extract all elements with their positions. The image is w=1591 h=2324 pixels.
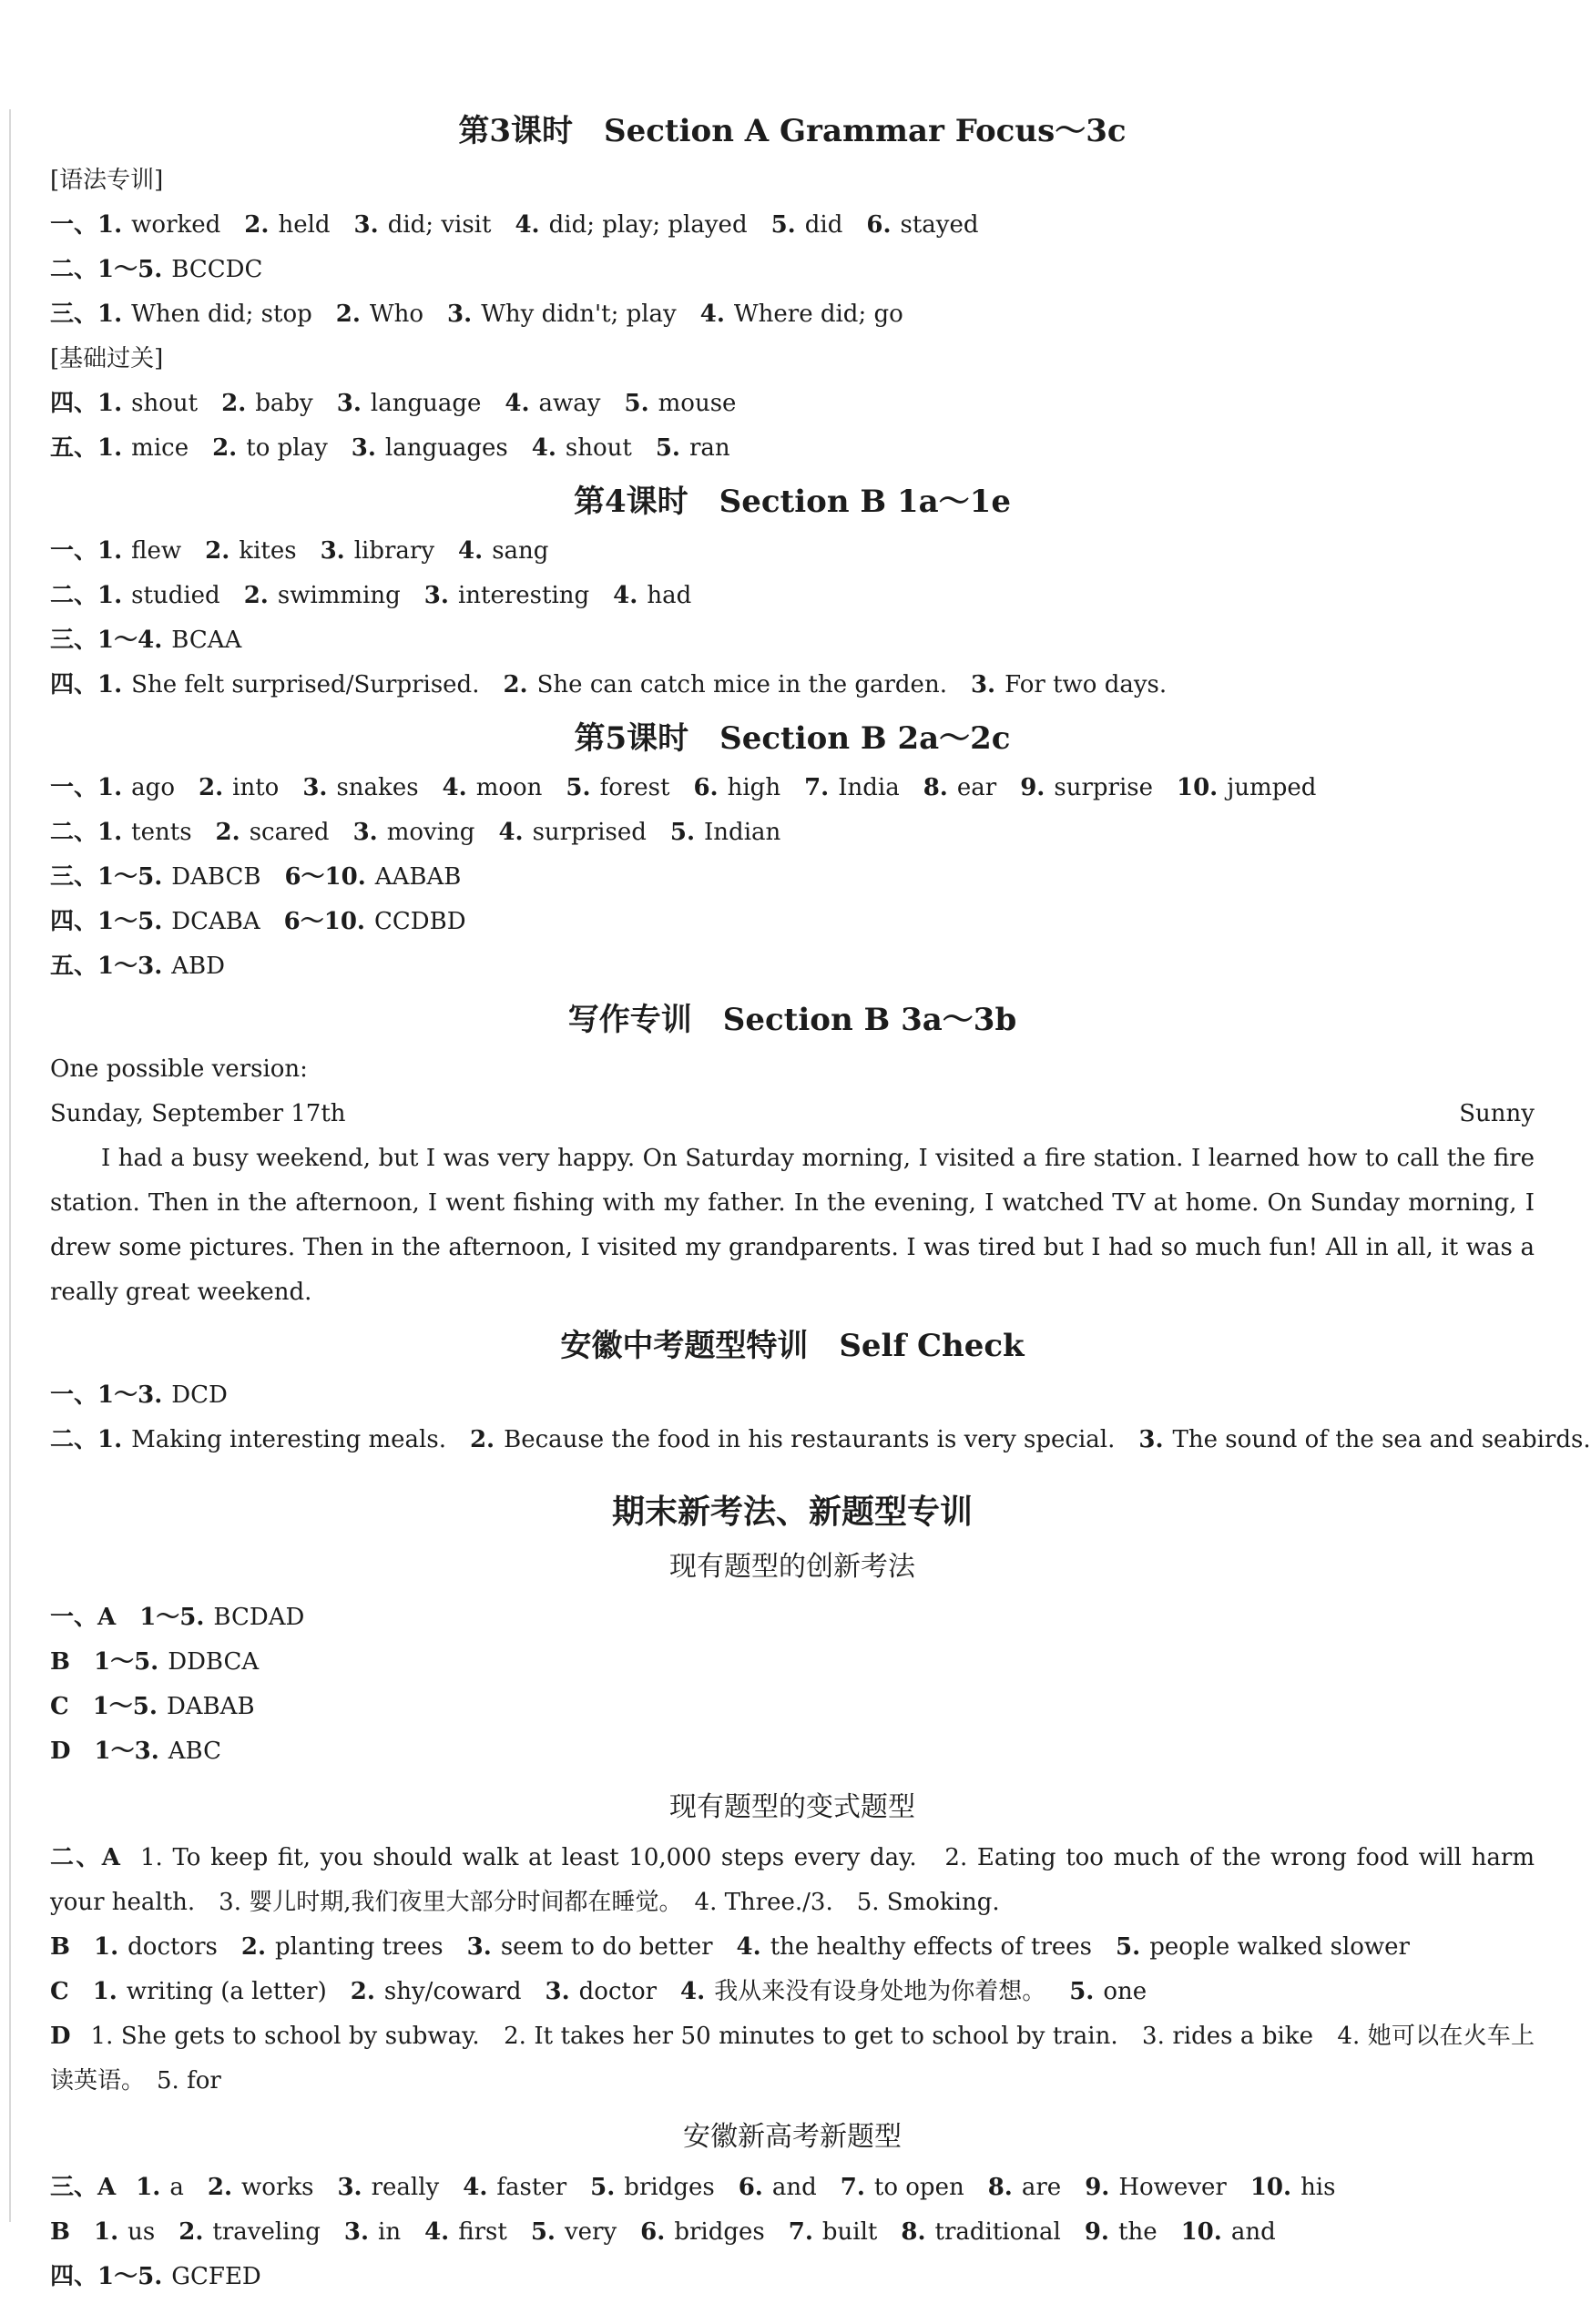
answer-text: faster [496,2174,567,2201]
lesson3-exercise-4 [50,382,1535,426]
answer-text: traveling [212,2218,321,2246]
final-exercise-3b [50,2210,1535,2255]
label: 一、 [50,537,98,565]
answer-number: 3. [352,819,378,846]
answer: AABAB [374,863,462,891]
answer-text: jumped [1227,774,1317,801]
answer-number: 2. [205,537,230,565]
label: C [50,1693,69,1720]
lesson3-title: 第3课时 Section A Grammar Focus～3c [458,113,1127,149]
answer-number: 4. [515,211,540,239]
answer-text: mice [131,434,189,462]
answer: BCAA [171,627,242,654]
answer-number: 2. [178,2218,204,2246]
answer: DCD [171,1381,228,1409]
answer-number: 1. [97,301,123,328]
lesson5-exercise-1 [50,766,1535,810]
lesson3-exercise-3 [50,292,1535,337]
answer-number: 6. [640,2218,666,2246]
answer-text: did; visit [387,211,492,239]
answer-text: forest [599,774,670,801]
label: 一、 [50,211,98,239]
answer-text: When did; stop [131,301,312,328]
answer-text: held [278,211,331,239]
answer-text: Because the food in his restaurants is very special. [504,1426,1116,1453]
answer-text: studied [131,582,220,609]
answer-number: 2. [335,301,361,328]
answer-text: a [169,2174,184,2201]
answer-text: seem to do better [500,1933,713,1961]
answer-number: 9. [1020,774,1045,801]
answer-text: doctors [127,1933,218,1961]
answer-text: did [804,211,843,239]
answer-text: worked [131,211,221,239]
range: 1～5. [92,1693,158,1720]
answer-text: into [232,774,280,801]
lesson3-exercise-2 [50,248,1535,292]
answer-text: scared [249,819,330,846]
answer-text: sang [492,537,549,565]
answer-text: mouse [658,390,737,417]
answer-text: built [821,2218,878,2246]
answer-number: 3. [447,301,473,328]
lesson5-exercise-5 [50,944,1535,989]
answer-number: 5. [1069,1978,1095,2005]
range: 1～5. [97,256,163,283]
answer-number: 3. [343,2218,370,2246]
answer: DDBCA [168,1648,260,1676]
answer-number: 1. [97,774,123,801]
answer-number: 10. [1180,2218,1222,2246]
range: 1～4. [97,627,163,654]
answer-number: 7. [788,2218,813,2246]
answer-number: 2. [503,671,528,698]
writing-title: 写作专训 Section B 3a～3b [567,1002,1017,1038]
final-subtitle-1: 现有题型的创新考法 [669,1551,915,1583]
selfcheck-exercise-1 [50,1373,1535,1418]
answer-number: 1. [97,211,123,239]
label: 三、 [50,627,98,654]
answer-number: 4. [463,2174,488,2201]
answer-text: ran [689,434,730,462]
answer-number: 1. [93,1933,119,1961]
range: 6～10. [284,863,366,891]
final-exercise-4 [50,2255,1535,2299]
answer-text: his [1300,2174,1336,2201]
answer-text: had [647,582,692,609]
answer-text: snakes [336,774,419,801]
answer-text: and [771,2174,817,2201]
answer-number: 5. [1116,1933,1141,1961]
answer-text: surprise [1054,774,1153,801]
answer-number: 4. [498,819,524,846]
lesson4-exercise-4 [50,663,1535,708]
answer-number: 3. [353,211,379,239]
selfcheck-title: 安徽中考题型特训 Self Check [560,1328,1025,1364]
answer-text: language [370,390,482,417]
label: C [50,1978,69,2005]
answer-text: bridges [624,2174,715,2201]
answer-text: ago [131,774,175,801]
answer-number: 5. [770,211,796,239]
answer: DABCB [171,863,261,891]
lesson3-exercise-1 [50,203,1535,248]
label: 五、 [50,953,98,980]
lesson5-title: 第5课时 Section B 2a～2c [574,720,1011,757]
label: 二、 [50,819,98,846]
answer-text: to open [873,2174,964,2201]
answer-text: us [127,2218,156,2246]
answer-number: 1. [97,1426,123,1453]
answer-number: 10. [1249,2174,1292,2201]
answer-number: 2. [198,774,224,801]
answer-number: 2. [212,434,238,462]
final-title: 期末新考法、新题型专训 [611,1493,973,1531]
answer-text: one [1103,1978,1147,2005]
answer-text: really [371,2174,440,2201]
answer-text: The sound of the sea and seabirds. [1172,1426,1591,1453]
answer: ABD [171,953,225,980]
answer-text: stayed [900,211,979,239]
answer-number: 6. [738,2174,763,2201]
lesson4-exercise-3 [50,618,1535,663]
answer-number: 5. [655,434,680,462]
final-exercise-2a [50,1836,1535,1925]
answer-number: 4. [736,1933,761,1961]
answer-number: 3. [337,2174,362,2201]
final-exercise-2c [50,1970,1535,2014]
answer-number: 1. [97,390,123,417]
answer-text: and [1230,2218,1276,2246]
answer-number: 4. [699,301,725,328]
answer-text: flew [131,537,182,565]
answer-text: the healthy effects of trees [770,1933,1093,1961]
answers: 1. She gets to school by subway. 2. It takes her 50 minutes to get to school by train. 3. rides a bike 4. 她可以在火车上读英语。 5. for [50,2023,1535,2095]
answer-text: She can catch mice in the garden. [536,671,947,698]
answer: DCABA [171,908,260,935]
range: 1～5. [97,863,163,891]
answer-number: 5. [624,390,649,417]
lesson5-exercise-3 [50,855,1535,900]
range: 1～3. [97,1381,163,1409]
answer: CCDBD [373,908,466,935]
final-exercise-3a [50,2166,1535,2210]
answer-text: the [1118,2218,1158,2246]
answer-number: 7. [840,2174,865,2201]
answer-text: very [564,2218,617,2246]
answer-text: are [1021,2174,1062,2201]
answer-text: baby [255,390,313,417]
answer-text: works [241,2174,314,2201]
label: 三、 [50,301,98,328]
answer-number: 3. [1138,1426,1164,1453]
answer-number: 3. [336,390,362,417]
label: B [50,1648,70,1676]
answer-text: bridges [674,2218,765,2246]
answer-text: planting trees [275,1933,444,1961]
answer-text: tents [131,819,192,846]
label: 五、 [50,434,98,462]
label: 二、 [50,256,98,283]
answer-number: 2. [243,582,269,609]
final-row-a [50,1595,1535,1640]
answer-text: Where did; go [733,301,903,328]
answer-number: 1. [97,434,123,462]
answer-text: surprised [532,819,647,846]
answer-text: moving [386,819,475,846]
answer-number: 3. [466,1933,492,1961]
label: B [50,2218,70,2246]
writing-weather: Sunny [1459,1100,1535,1127]
answer-text: shy/coward [383,1978,522,2005]
answer-number: 1. [97,819,123,846]
answer-text: Indian [704,819,781,846]
answer: DABAB [166,1693,255,1720]
answer-text: first [458,2218,507,2246]
basic-tag: [基础过关] [50,345,164,372]
answer-text: languages [384,434,508,462]
answer-number: 5. [669,819,696,846]
final-row-c [50,1685,1535,1729]
answer-text: doctor [578,1978,658,2005]
answer-number: 4. [424,2218,450,2246]
answers: 1. To keep fit, you should walk at least 10,000 steps every day. 2. Eating too much of the wrong food will harm your health. 3. 婴儿时期,我们夜里大部分时间都在睡觉。 4. Three./3. 5. Smoking. [50,1844,1535,1916]
answer-number: 1. [97,671,123,698]
answer-text: Why didn't; play [481,301,677,328]
answer-text: She felt surprised/Surprised. [131,671,480,698]
writing-date-row [50,1092,1535,1137]
answer-number: 2. [215,819,240,846]
answer-text: in [378,2218,402,2246]
answer-number: 3. [302,774,328,801]
answer-text: interesting [457,582,590,609]
answer-number: 3. [423,582,449,609]
answer-number: 7. [804,774,830,801]
range: 1～5. [139,1604,205,1631]
answer-text: Who [369,301,424,328]
answer-text: to play [246,434,328,462]
answer-number: 4. [458,537,484,565]
answer-text: moon [475,774,543,801]
answer-number: 1. [92,1978,117,2005]
lesson5-exercise-4 [50,900,1535,944]
answer-number: 5. [590,2174,616,2201]
answer-number: 1. [93,2218,119,2246]
range: 1～5. [93,1648,159,1676]
range: 1～3. [94,1738,159,1765]
answer: GCFED [171,2263,261,2290]
answer-number: 1. [136,2174,161,2201]
answer-text: kites [239,537,297,565]
answer-text: swimming [277,582,401,609]
label: 四、 [50,2263,98,2290]
answer-text: library [353,537,435,565]
label: 一、A [50,1604,117,1631]
answer-text: For two days. [1005,671,1168,698]
writing-body: I had a busy weekend, but I was very happy. On Saturday morning, I visited a fire station. I learned how to call the fire station. Then in the afternoon, I went fishing with my father. In the evening, I watched TV at home. On Sunday morning, I drew some pictures. Then in the afternoon, I visited my grandparents. I was tired but I had so much fun! All in all, it was a really great weekend. [50,1145,1535,1306]
answer-number: 4. [680,1978,706,2005]
answer-number: 5. [566,774,591,801]
answer-number: 4. [505,390,530,417]
label: 二、 [50,1426,98,1453]
final-subtitle-2: 现有题型的变式题型 [669,1791,915,1823]
range: 6～10. [283,908,365,935]
label: 二、 [50,582,98,609]
answer: BCDAD [213,1604,305,1631]
label: 二、A [50,1844,120,1871]
label: 一、 [50,1381,98,1409]
answer-text: traditional [934,2218,1061,2246]
label: D [50,2023,71,2050]
answer-number: 2. [207,2174,233,2201]
answer-text: people walked slower [1149,1933,1410,1961]
final-row-b [50,1640,1535,1685]
answer-text: However [1118,2174,1227,2201]
answer-number: 6. [693,774,719,801]
answer-text: shout [131,390,199,417]
range: 1～5. [97,908,163,935]
answer-number: 6. [866,211,892,239]
answer-text: writing (a letter) [126,1978,327,2005]
page-edge-line [9,109,11,2222]
range: 1～3. [97,953,163,980]
answer-number: 4. [613,582,638,609]
answer: ABC [168,1738,222,1765]
range: 1～5. [97,2263,163,2290]
answer-text: ear [956,774,997,801]
label: 四、 [50,390,98,417]
answer-number: 2. [350,1978,375,2005]
writing-date: Sunday, September 17th [50,1100,346,1127]
final-exercise-2b [50,1925,1535,1970]
final-exercise-2d [50,2014,1535,2104]
answer-text: away [538,390,601,417]
answer-number: 4. [442,774,467,801]
lesson4-exercise-2 [50,574,1535,618]
answer-number: 9. [1084,2218,1109,2246]
selfcheck-exercise-2 [50,1418,1591,1463]
answer-number: 3. [545,1978,570,2005]
label: 四、 [50,671,98,698]
lesson4-title: 第4课时 Section B 1a～1e [574,484,1011,520]
answer-number: 10. [1177,774,1219,801]
answer-text: did; play; played [548,211,748,239]
final-row-d [50,1729,1535,1774]
label: 三、A [50,2174,117,2201]
lesson4-exercise-1 [50,529,1535,574]
answer-number: 2. [244,211,270,239]
answer-number: 4. [531,434,556,462]
label: D [50,1738,71,1765]
answer-number: 8. [901,2218,926,2246]
lesson3-exercise-5 [50,426,1535,471]
answer-number: 1. [97,537,123,565]
answer-number: 2. [221,390,247,417]
final-subtitle-3: 安徽新高考新题型 [683,2121,902,2153]
answer-text: 我从来没有设身处地为你着想。 [714,1978,1046,2005]
answer-number: 3. [351,434,376,462]
answer-number: 8. [923,774,948,801]
answer-number: 2. [240,1933,267,1961]
lesson5-exercise-2 [50,810,1535,855]
label: 四、 [50,908,98,935]
answer-text: high [727,774,781,801]
label: 一、 [50,774,98,801]
answer-text: Making interesting meals. [131,1426,446,1453]
label: 三、 [50,863,98,891]
answer-number: 3. [970,671,996,698]
answer-number: 9. [1085,2174,1110,2201]
answer-number: 5. [530,2218,556,2246]
writing-intro: One possible version: [50,1055,308,1083]
answer-number: 8. [987,2174,1013,2201]
answer-number: 2. [469,1426,495,1453]
answer-number: 3. [320,537,345,565]
answer-key-page [50,100,1591,2299]
label: B [50,1933,70,1961]
answer-number: 1. [97,582,123,609]
answer: BCCDC [171,256,263,283]
answer-text: shout [565,434,632,462]
answer-text: India [838,774,900,801]
grammar-tag: [语法专训] [50,167,164,194]
